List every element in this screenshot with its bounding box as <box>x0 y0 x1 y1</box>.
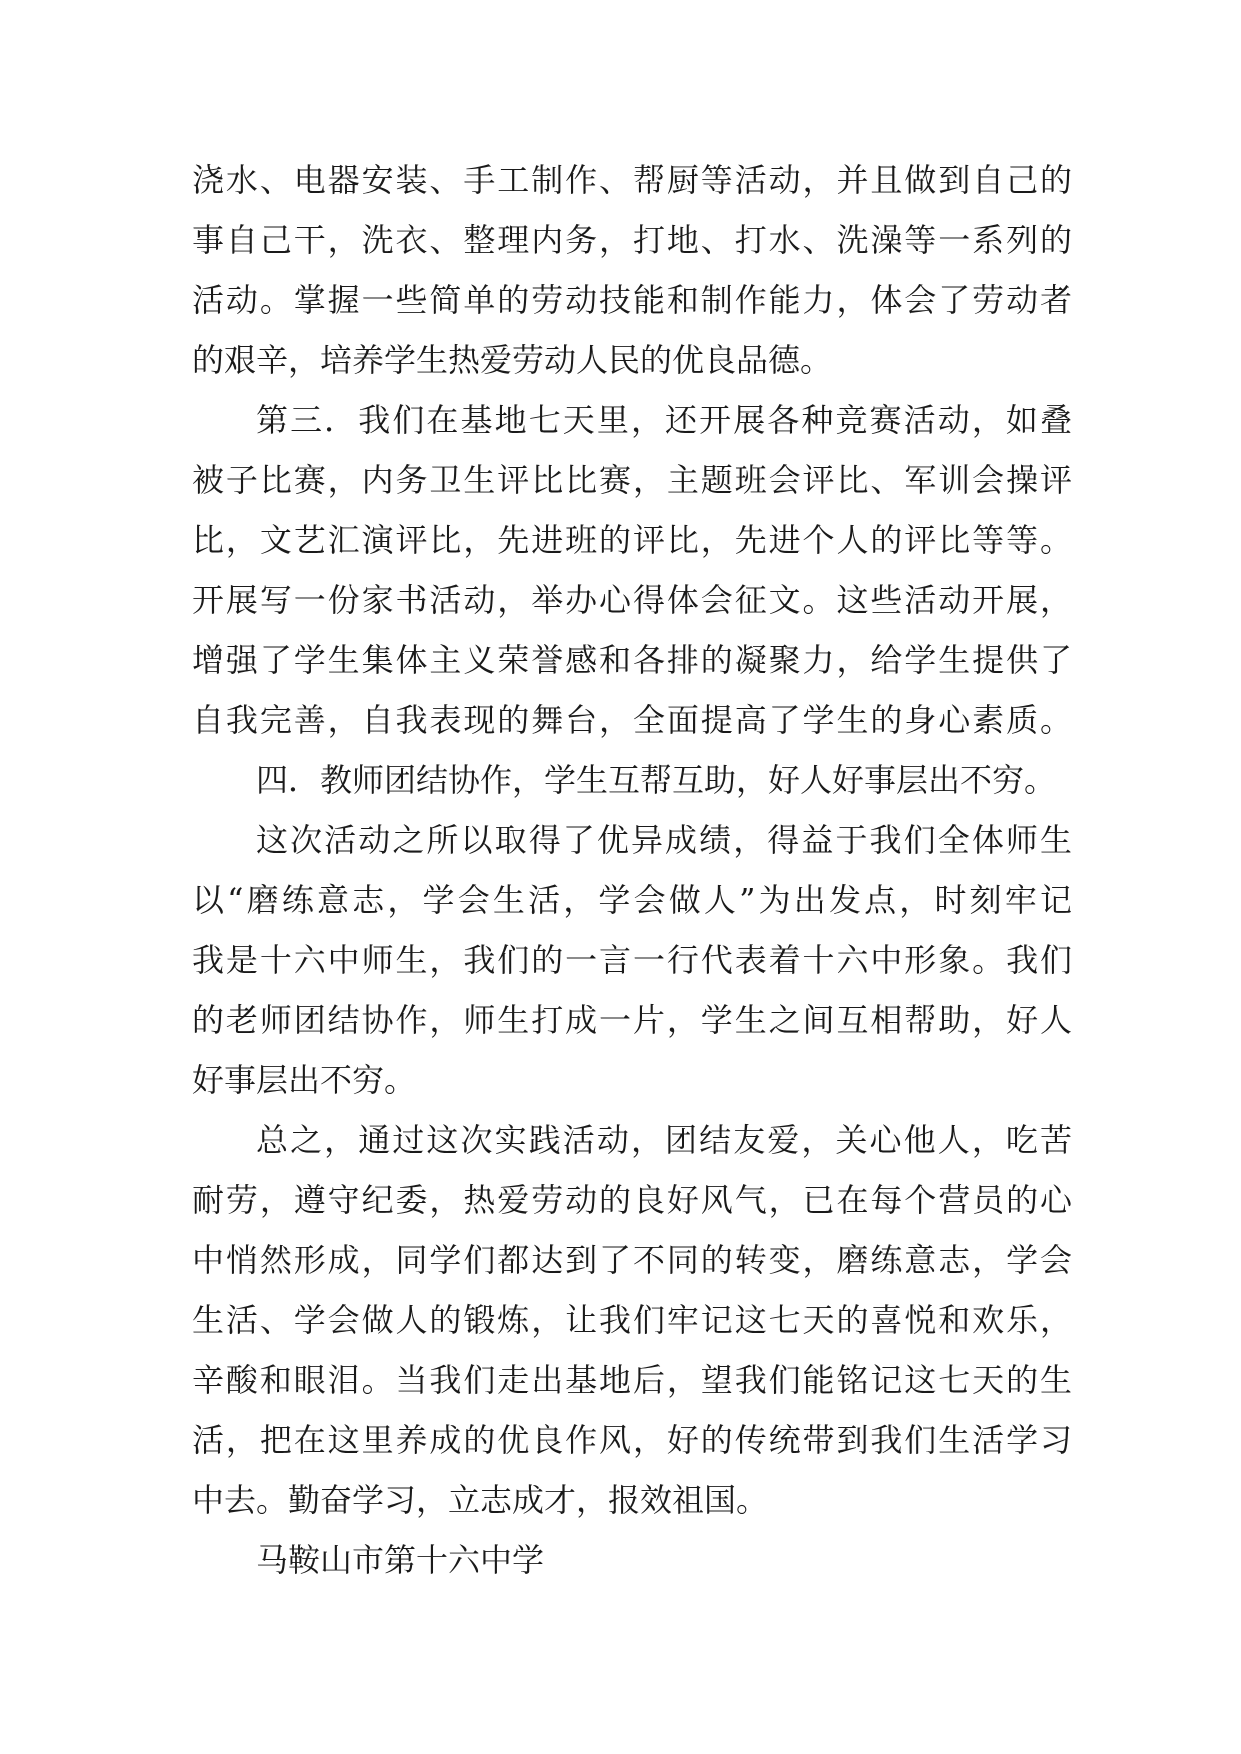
signature-line: 马鞍山市第十六中学 <box>256 1541 545 1579</box>
text-line: 生活、学会做人的锻炼，让我们牢记这七天的喜悦和欢乐， <box>192 1301 1072 1339</box>
text-line: 活，把在这里养成的优良作风，好的传统带到我们生活学习 <box>192 1421 1072 1459</box>
text-line: 辛酸和眼泪。当我们走出基地后，望我们能铭记这七天的生 <box>192 1361 1072 1399</box>
text-line: 我是十六中师生，我们的一言一行代表着十六中形象。我们 <box>192 941 1072 979</box>
document-body <box>192 150 1072 1590</box>
text-line: 增强了学生集体主义荣誉感和各排的凝聚力，给学生提供了 <box>192 641 1072 679</box>
text-line: 自我完善，自我表现的舞台，全面提高了学生的身心素质。 <box>192 701 1072 739</box>
text-line: 被子比赛，内务卫生评比比赛，主题班会评比、军训会操评 <box>192 461 1072 499</box>
text-line: 的艰辛，培养学生热爱劳动人民的优良品德。 <box>192 341 833 379</box>
paragraph-first-line: 第三．我们在基地七天里，还开展各种竞赛活动，如叠 <box>256 401 1072 439</box>
text-line: 浇水、电器安装、手工制作、帮厨等活动，并且做到自己的 <box>192 161 1072 199</box>
text-line: 事自己干，洗衣、整理内务，打地、打水、洗澡等一系列的 <box>192 221 1072 259</box>
paragraph-first-line: 总之，通过这次实践活动，团结友爱，关心他人，吃苦 <box>256 1121 1072 1159</box>
text-line: 活动。掌握一些简单的劳动技能和制作能力，体会了劳动者 <box>192 281 1072 319</box>
text-line: 开展写一份家书活动，举办心得体会征文。这些活动开展， <box>192 581 1072 619</box>
text-line: 的老师团结协作，师生打成一片，学生之间互相帮助，好人 <box>192 1001 1072 1039</box>
text-line: 中去。勤奋学习，立志成才，报效祖国。 <box>192 1481 769 1519</box>
section-heading: 四．教师团结协作，学生互帮互助，好人好事层出不穷。 <box>256 761 1057 799</box>
text-line: 以“磨练意志，学会生活，学会做人”为出发点，时刻牢记 <box>192 881 1072 919</box>
text-line: 耐劳，遵守纪委，热爱劳动的良好风气，已在每个营员的心 <box>192 1181 1072 1219</box>
paragraph-first-line: 这次活动之所以取得了优异成绩，得益于我们全体师生 <box>256 821 1072 859</box>
text-line: 比，文艺汇演评比，先进班的评比，先进个人的评比等等。 <box>192 521 1072 559</box>
text-line: 中悄然形成，同学们都达到了不同的转变，磨练意志，学会 <box>192 1241 1072 1279</box>
text-line: 好事层出不穷。 <box>192 1061 417 1099</box>
